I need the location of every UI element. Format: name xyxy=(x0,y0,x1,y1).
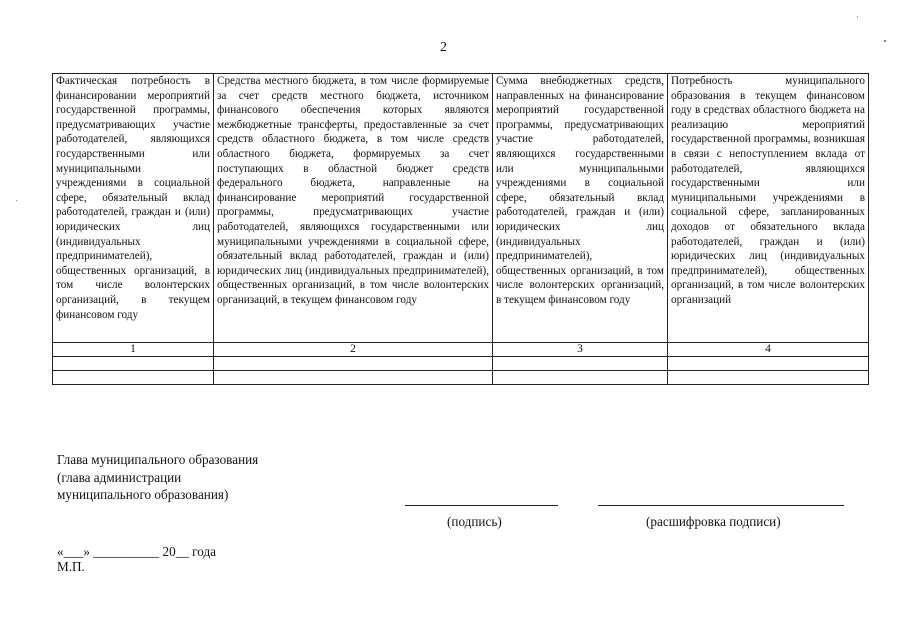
table-cell[interactable] xyxy=(214,357,493,371)
report-table xyxy=(52,73,869,385)
signatory-line: муниципального образования) xyxy=(57,487,229,502)
header-cell-regional-need: Потребность муниципального образования в текущем финансовом году в средствах областного бюджета на реализацию мероприятий государственной программы, возникшая в связи с непоступлением вклада от работодателей, являющихся государственными или муниципальными учреждениями в социальной сфере, запланированных доходов от обязательного вклада работодателей, граждан и (или) юридических лиц (индивидуальных предпринимателей), общественных организаций, в том числе волонтерских организаций xyxy=(668,74,869,343)
scan-speck xyxy=(884,40,886,42)
page-number: 2 xyxy=(440,40,447,55)
column-number: 4 xyxy=(668,343,869,357)
column-number: 3 xyxy=(493,343,668,357)
decoding-field-line[interactable] xyxy=(598,505,844,506)
table-header-row xyxy=(53,74,869,343)
decoding-caption: (расшифровка подписи) xyxy=(646,514,781,529)
stamp-label: М.П. xyxy=(57,559,85,574)
table-cell[interactable] xyxy=(493,371,668,385)
header-cell-local-budget: Средства местного бюджета, в том числе формируемые за счет средств местного бюджета, источником финансового обеспечения которых являются межбюджетные трансферты, предоставленные за счет средств областного бюджета, в том числе средств областного бюджета, формируемых за счет поступающих в областной бюджет средств федерального бюджета, направленные на финансирование мероприятий государственной программы, предусматривающих участие работодателей, являющихся государственными или муниципальными учреждениями в социальной сфере, обязательный вклад работодателей, граждан и (или) юридических лиц (индивидуальных предпринимателей), общественных организаций, в том числе волонтерских организаций, в текущем финансовом году xyxy=(214,74,493,343)
column-number: 2 xyxy=(214,343,493,357)
table-cell[interactable] xyxy=(668,357,869,371)
signature-field-line[interactable] xyxy=(405,505,558,506)
header-cell-extrabudgetary: Сумма внебюджетных средств, направленных на финансирование мероприятий государственной программы, предусматривающих участие работодателей, являющихся государственными или муниципальными учреждениями в социальной сфере, обязательный вклад работодателей, граждан и (или) юридических лиц (индивидуальных предпринимателей), общественных организаций, в том числе волонтерских организаций, в текущем финансовом году xyxy=(493,74,668,343)
column-number-row xyxy=(53,343,869,357)
scan-speck xyxy=(16,200,17,201)
signature-caption: (подпись) xyxy=(447,514,502,529)
table-row xyxy=(53,357,869,371)
table-cell[interactable] xyxy=(668,371,869,385)
table-row xyxy=(53,371,869,385)
date-line: «___» __________ 20__ года xyxy=(57,544,217,559)
signatory-line: (глава администрации xyxy=(57,469,182,485)
signatory-title xyxy=(57,451,258,504)
column-number: 1 xyxy=(53,343,214,357)
header-cell-actual-need: Фактическая потребность в финансировании мероприятий государственной программы, предусматривающих участие работодателей, являющихся государственными или муниципальными учреждениями в социальной сфере, обязательный вклад работодателей, граждан и (или) юридических лиц (индивидуальных предпринимателей), общественных организаций, в том числе волонтерских организаций, в текущем финансовом году xyxy=(53,74,214,343)
table-cell[interactable] xyxy=(214,371,493,385)
scan-speck xyxy=(857,16,858,17)
table-cell[interactable] xyxy=(493,357,668,371)
table-cell[interactable] xyxy=(53,357,214,371)
table-cell[interactable] xyxy=(53,371,214,385)
signatory-line: Глава муниципального образования xyxy=(57,452,259,467)
